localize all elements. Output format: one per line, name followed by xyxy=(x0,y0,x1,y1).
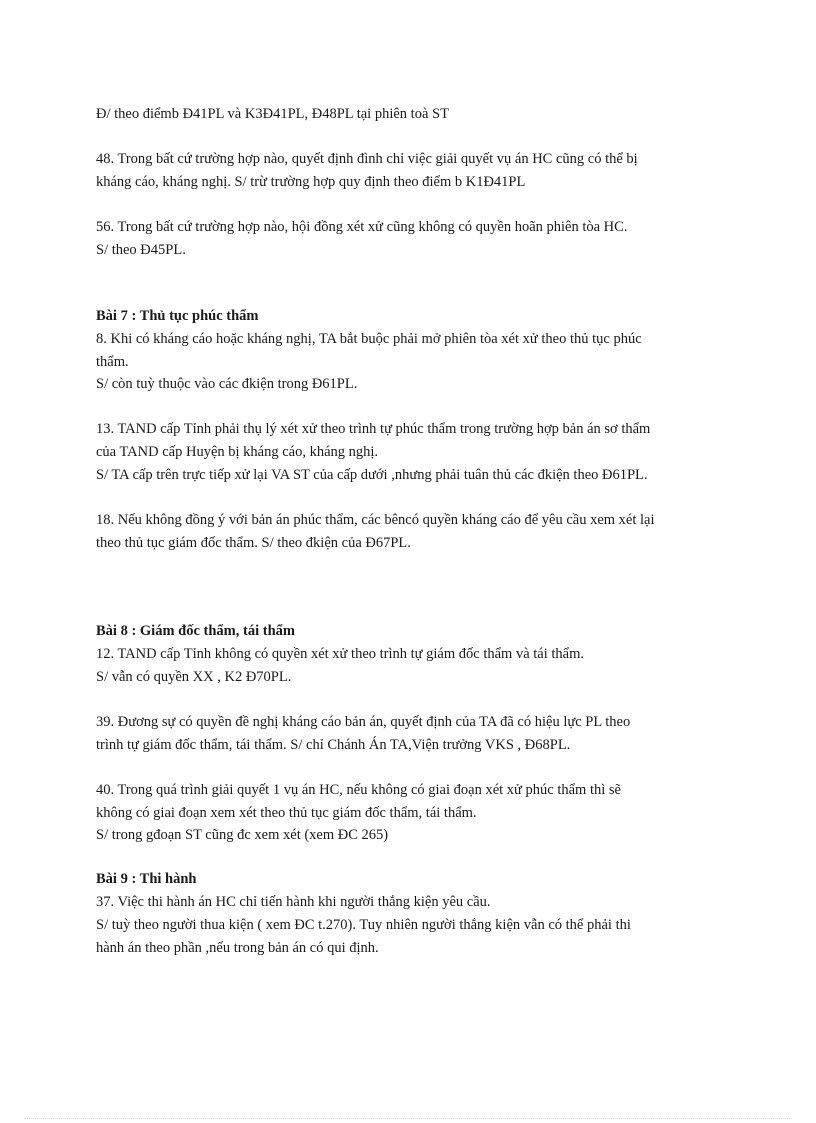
question-56: 56. Trong bất cứ trường hợp nào, hội đồng xét xử cũng không có quyền hoãn phiên tòa HC. xyxy=(96,219,628,235)
question-13: 13. TAND cấp Tỉnh phải thụ lý xét xử theo trình tự phúc thẩm trong trường hợp bản án sơ thẩm xyxy=(96,421,651,437)
section-heading-bai-7: Bài 7 : Thủ tục phúc thẩm xyxy=(96,308,259,324)
text-line: S/ tuỳ theo người thua kiện ( xem ĐC t.270). Tuy nhiên người thắng kiện vẫn có thể phải thi xyxy=(96,917,631,933)
text-line: không có giai đoạn xem xét theo thủ tục giám đốc thẩm, tái thẩm. xyxy=(96,805,477,821)
text-line: S/ theo Đ45PL. xyxy=(96,242,186,258)
text-line: theo thủ tục giám đốc thẩm. S/ theo đkiện của Đ67PL. xyxy=(96,535,411,551)
section-heading-bai-8: Bài 8 : Giám đốc thẩm, tái thẩm xyxy=(96,623,295,639)
question-39: 39. Đương sự có quyền đề nghị kháng cáo bản án, quyết định của TA đã có hiệu lực PL theo xyxy=(96,714,631,730)
text-line: kháng cáo, kháng nghị. S/ trừ trường hợp quy định theo điểm b K1Đ41PL xyxy=(96,174,526,190)
question-18: 18. Nếu không đồng ý với bản án phúc thẩm, các bêncó quyền kháng cáo để yêu cầu xem xét lại xyxy=(96,512,655,528)
text-line: S/ còn tuỳ thuộc vào các đkiện trong Đ61PL. xyxy=(96,376,358,392)
section-heading-bai-9: Bài 9 : Thi hành xyxy=(96,871,197,887)
text-line: hành án theo phần ,nếu trong bản án có qui định. xyxy=(96,940,379,956)
question-8: 8. Khi có kháng cáo hoặc kháng nghị, TA bắt buộc phải mở phiên tòa xét xử theo thủ tục phúc xyxy=(96,331,642,347)
question-48: 48. Trong bất cứ trường hợp nào, quyết định đình chỉ việc giải quyết vụ án HC cũng có thể bị xyxy=(96,151,638,167)
text-line: S/ trong gđoạn ST cũng đc xem xét (xem ĐC 265) xyxy=(96,827,389,843)
text-line: Đ/ theo điểmb Đ41PL và K3Đ41PL, Đ48PL tại phiên toà ST xyxy=(96,106,449,122)
page-bottom-rule xyxy=(24,1118,792,1119)
question-37: 37. Việc thi hành án HC chỉ tiến hành khi người thắng kiện yêu cầu. xyxy=(96,894,491,910)
text-line: thẩm. xyxy=(96,354,129,370)
question-12: 12. TAND cấp Tỉnh không có quyền xét xử theo trình tự giám đốc thẩm và tái thẩm. xyxy=(96,646,584,662)
text-line: của TAND cấp Huyện bị kháng cáo, kháng nghị. xyxy=(96,444,379,460)
text-line: trình tự giám đốc thẩm, tái thẩm. S/ chỉ Chánh Án TA,Viện trưởng VKS , Đ68PL. xyxy=(96,737,571,753)
question-40: 40. Trong quá trình giải quyết 1 vụ án HC, nếu không có giai đoạn xét xử phúc thẩm thì sẽ xyxy=(96,782,621,798)
text-line: S/ vẫn có quyền XX , K2 Đ70PL. xyxy=(96,669,292,685)
text-line: S/ TA cấp trên trực tiếp xử lại VA ST của cấp dưới ,nhưng phải tuân thủ các đkiện theo Đ61PL. xyxy=(96,467,648,483)
